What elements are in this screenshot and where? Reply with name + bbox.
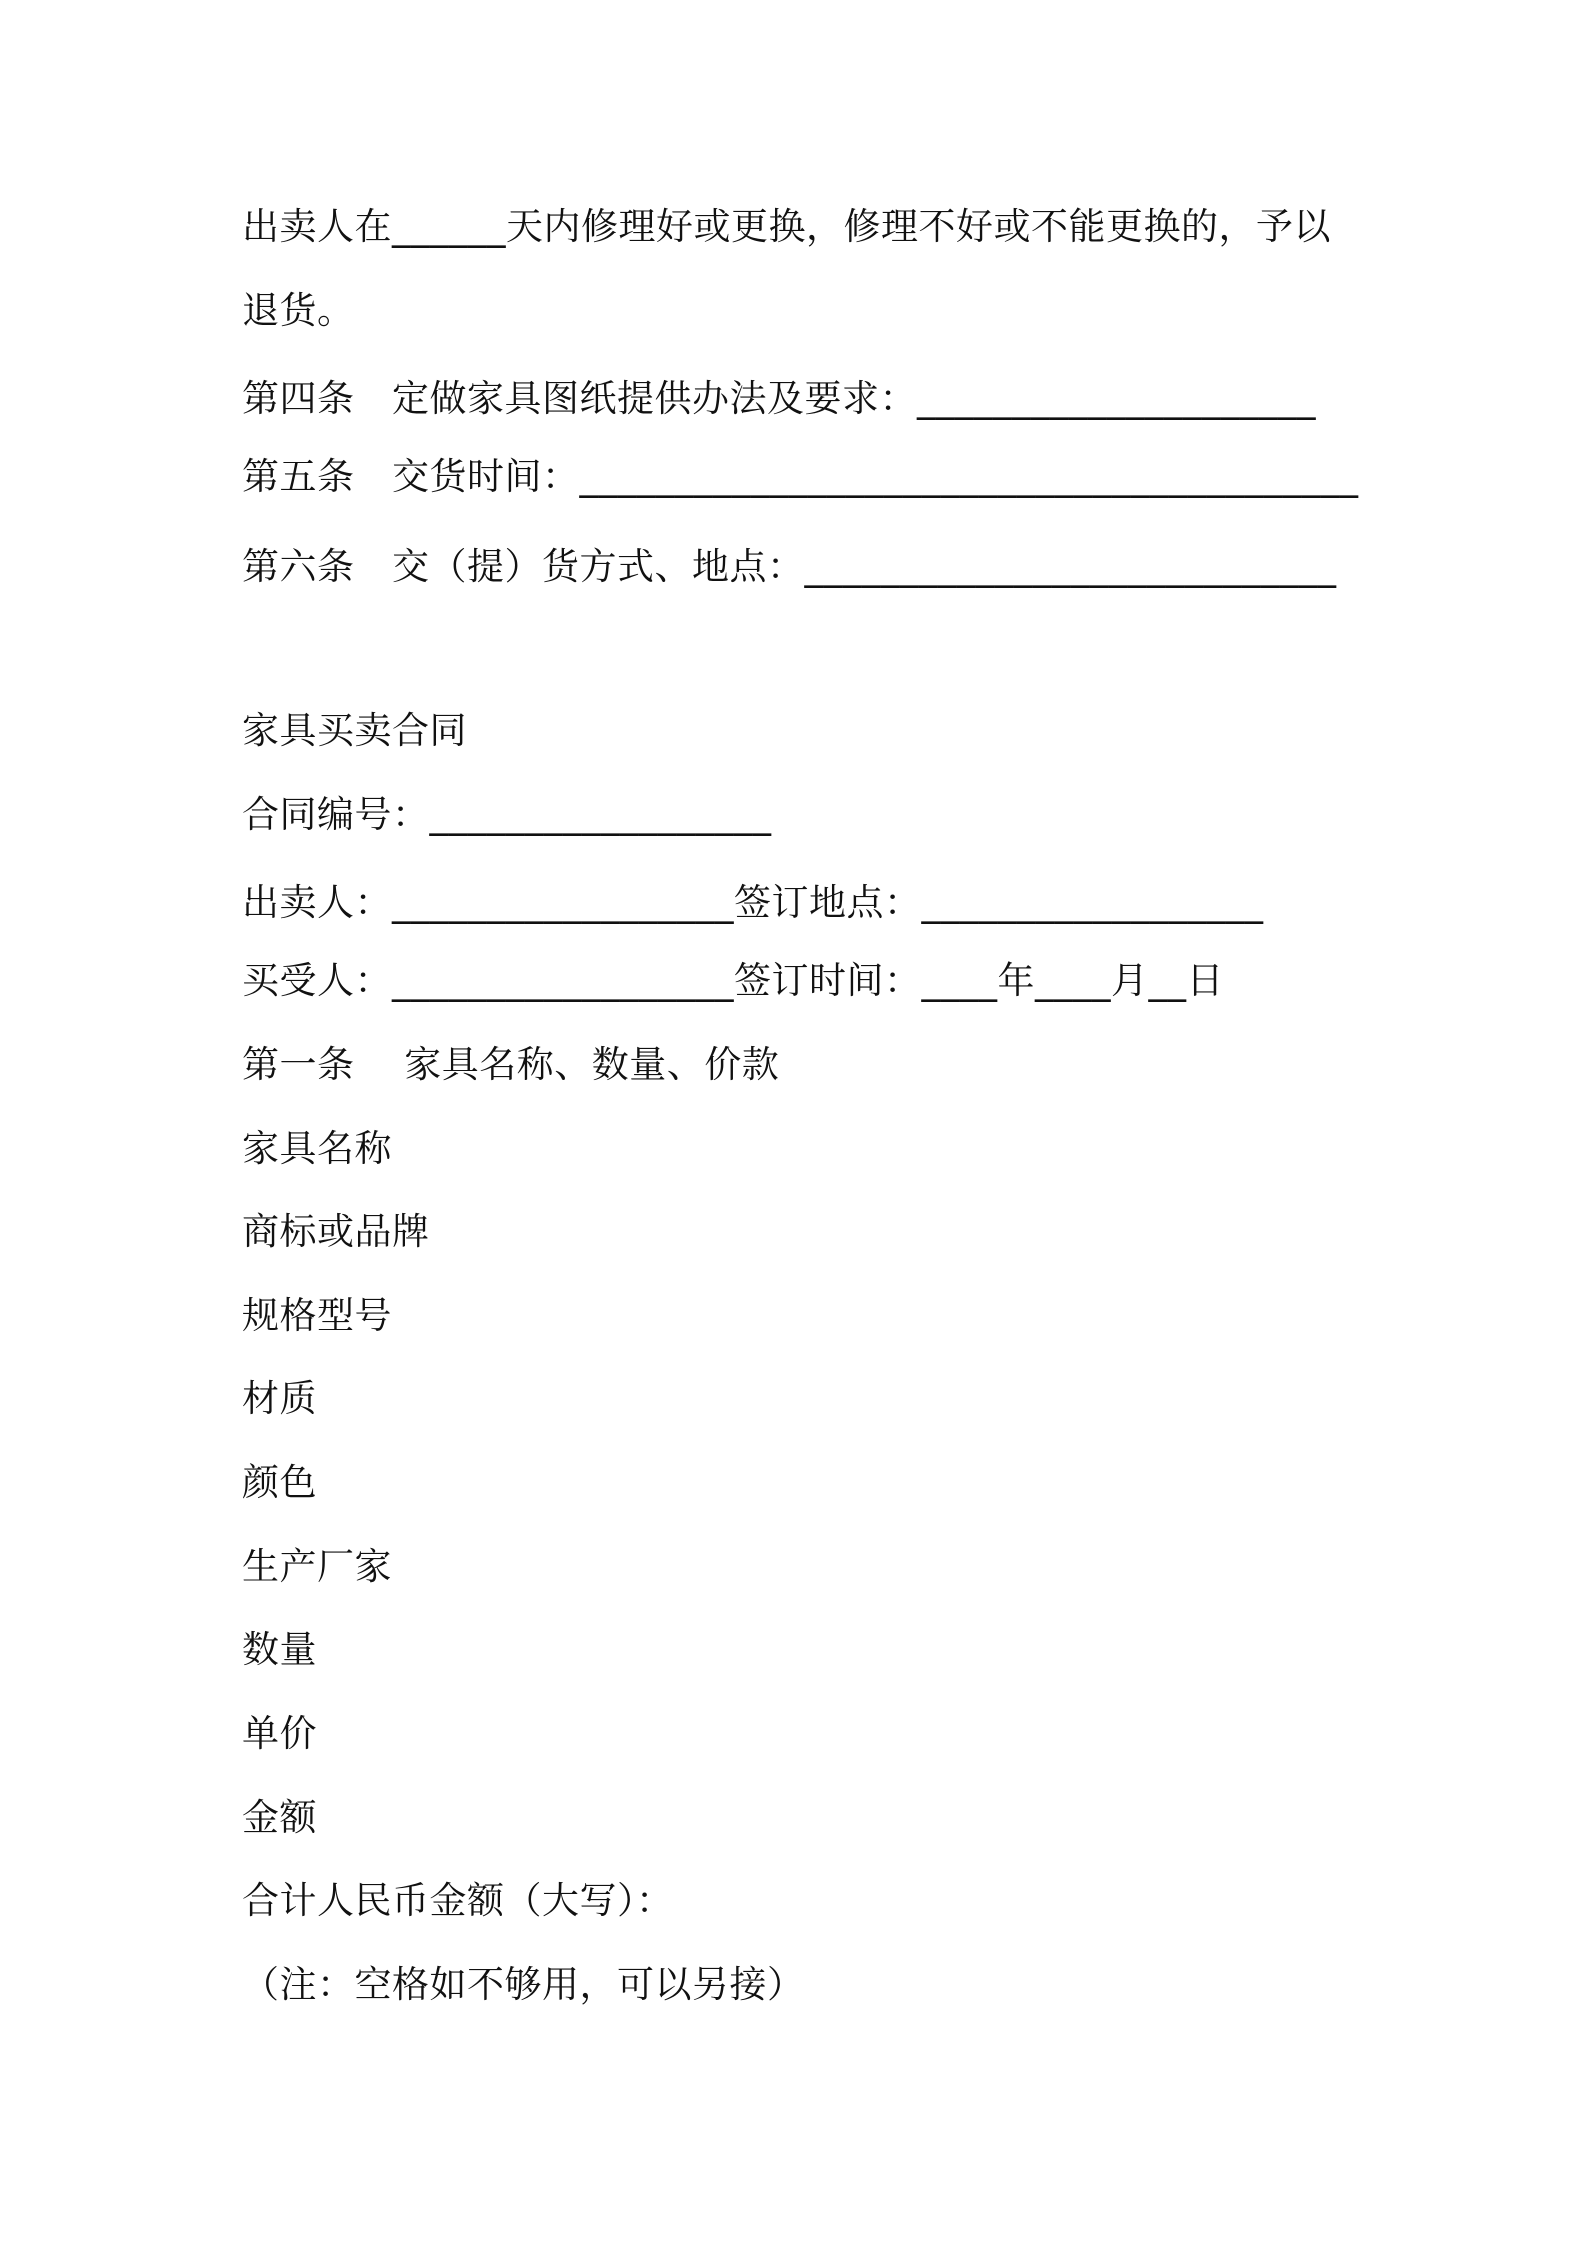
- field-amount: 金额: [242, 1796, 317, 1839]
- article-five: 第五条 交货时间：_________________________________________: [242, 455, 1359, 498]
- field-furniture-name: 家具名称: [242, 1127, 392, 1170]
- field-color: 颜色: [242, 1461, 317, 1504]
- seller-and-signing-place: 出卖人：__________________签订地点：__________________: [242, 881, 1264, 924]
- clause-repair-text-cont: 退货。: [242, 289, 355, 332]
- buyer-and-signing-time: 买受人：__________________签订时间：____年____月__日: [242, 959, 1224, 1002]
- note-text: （注：空格如不够用，可以另接）: [242, 1963, 805, 2006]
- article-four: 第四条 定做家具图纸提供办法及要求：_____________________: [242, 377, 1316, 420]
- field-manufacturer: 生产厂家: [242, 1545, 392, 1588]
- contract-number: 合同编号：__________________: [242, 793, 772, 836]
- field-quantity: 数量: [242, 1628, 317, 1671]
- field-unit-price: 单价: [242, 1712, 317, 1755]
- article-six: 第六条 交（提）货方式、地点：____________________________: [242, 545, 1337, 588]
- field-material: 材质: [242, 1377, 317, 1420]
- field-brand: 商标或品牌: [242, 1210, 430, 1253]
- field-model: 规格型号: [242, 1294, 392, 1337]
- article-one: 第一条 家具名称、数量、价款: [242, 1043, 780, 1086]
- clause-repair-text: 出卖人在______天内修理好或更换，修理不好或不能更换的，予以: [242, 205, 1331, 248]
- total-amount-rmb: 合计人民币金额（大写）：: [242, 1879, 674, 1922]
- contract-title: 家具买卖合同: [242, 709, 467, 752]
